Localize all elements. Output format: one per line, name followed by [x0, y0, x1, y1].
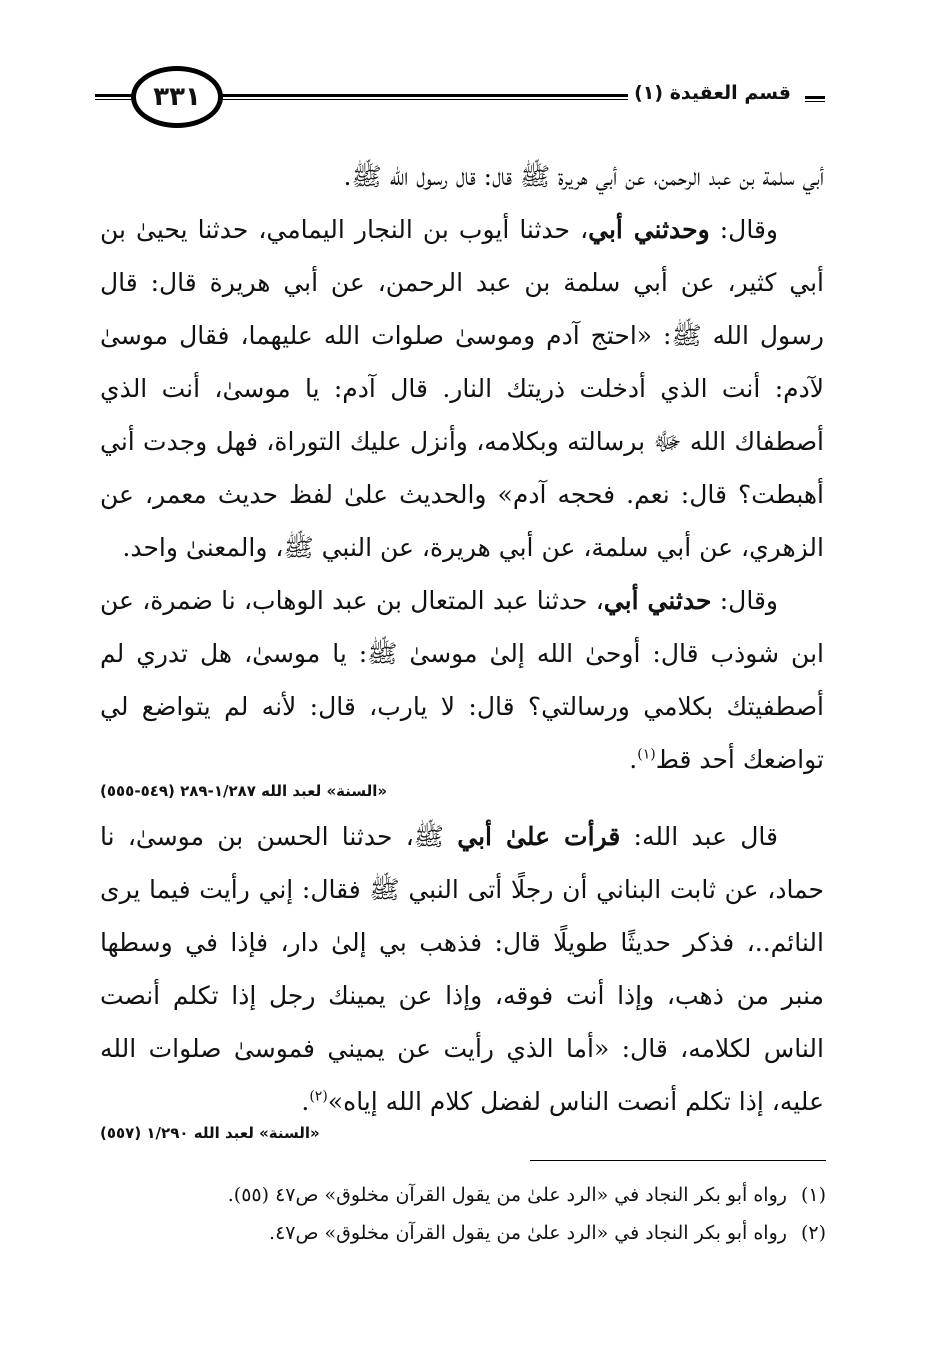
- page-header: [95, 66, 825, 136]
- footnote-divider: [530, 1160, 826, 1161]
- footnote-2: [130, 1214, 826, 1252]
- paragraph-4-end: .: [301, 1087, 310, 1116]
- paragraph-2-bold: وحدثني أبي: [588, 215, 710, 244]
- paragraph-2: [100, 203, 824, 574]
- paragraph-3-bold: حدثني أبي: [603, 586, 712, 615]
- section-title: قسم العقيدة (١): [628, 82, 797, 104]
- page-body: [100, 150, 824, 1152]
- footnotes: [130, 1176, 826, 1252]
- footnote-1-text: رواه أبو بكر النجاد في «الرد علىٰ من يقول القرآن مخلوق» ص٤٧ (٥٥).: [227, 1184, 787, 1206]
- paragraph-1: أبي سلمة بن عبد الرحمن، عن أبي هريرة ﷺ قال: قال رسول الله ﷺ.: [343, 162, 824, 191]
- paragraph-4-body: ﷺ، حدثنا الحسن بن موسىٰ، نا حماد، عن ثابت البناني أن رجلًا أتى النبي ﷺ فقال: إني رأيت فيما يرى النائم..، فذكر حديثًا طويلًا قال: فذهب بي إلىٰ دار، فإذا في وسطها منبر من ذهب، وإذا أنت فوقه، وإذا عن يمينك رجل إذا تكلم أنصت الناس لكلامه، قال: «أما الذي رأيت عن يميني فموسىٰ صلوات الله عليه، إذا تكلم أنصت الناس لفضل كلام الله إياه»: [100, 822, 824, 1116]
- paragraph-4-lead: قال عبد الله:: [620, 822, 779, 851]
- footnote-mark-2[interactable]: (٢): [309, 1088, 328, 1105]
- header-rule-middle: [203, 94, 643, 100]
- source-reference-1: «السنة» لعبد الله ١/٢٨٧-٢٨٩ (٥٤٩-٥٥٥): [100, 782, 388, 800]
- footnote-2-text: رواه أبو بكر النجاد في «الرد علىٰ من يقول القرآن مخلوق» ص٤٧.: [269, 1222, 787, 1244]
- paragraph-3-body: ، حدثنا عبد المتعال بن عبد الوهاب، نا ضمرة، عن ابن شوذب قال: أوحىٰ الله إلىٰ موسىٰ ﷺ: يا موسىٰ، هل تدري لم أصطفيتك بكلامي ورسالتي؟ قال: لا يارب، قال: لأنه لم يتواضع لي تواضعك أحد قط: [100, 586, 824, 774]
- footnote-2-number: (٢): [800, 1222, 826, 1244]
- paragraph-4: [100, 810, 824, 1128]
- paragraph-3: [100, 574, 824, 786]
- paragraph-3-lead: وقال:: [711, 586, 778, 615]
- page-number: ٣٣١: [131, 66, 223, 128]
- footnote-1: [130, 1176, 826, 1214]
- source-reference-2: «السنة» لعبد الله ١/٢٩٠ (٥٥٧): [100, 1124, 320, 1142]
- paragraph-2-lead: وقال:: [709, 215, 778, 244]
- paragraph-3-end: .: [629, 745, 638, 774]
- paragraph-4-bold: قرأت علىٰ أبي: [457, 822, 621, 851]
- paragraph-2-body: ، حدثنا أيوب بن النجار اليمامي، حدثنا يحيىٰ بن أبي كثير، عن أبي سلمة بن عبد الرحمن، عن أبي هريرة قال: قال رسول الله ﷺ: «احتج آدم وموسىٰ صلوات الله عليهما، فقال موسىٰ لآدم: أنت الذي أدخلت ذريتك النار. قال آدم: يا موسىٰ، أنت الذي أصطفاك الله ﷻ برسالته وبكلامه، وأنزل عليك التوراة، فهل وجدت أني أهبطت؟ قال: نعم. فحجه آدم» والحديث علىٰ لفظ حديث معمر، عن الزهري، عن أبي سلمة، عن أبي هريرة، عن النبي ﷺ، والمعنىٰ واحد.: [100, 215, 824, 562]
- footnote-1-number: (١): [800, 1184, 826, 1206]
- footnote-mark-1[interactable]: (١): [637, 746, 656, 763]
- header-rule-right: [805, 96, 825, 102]
